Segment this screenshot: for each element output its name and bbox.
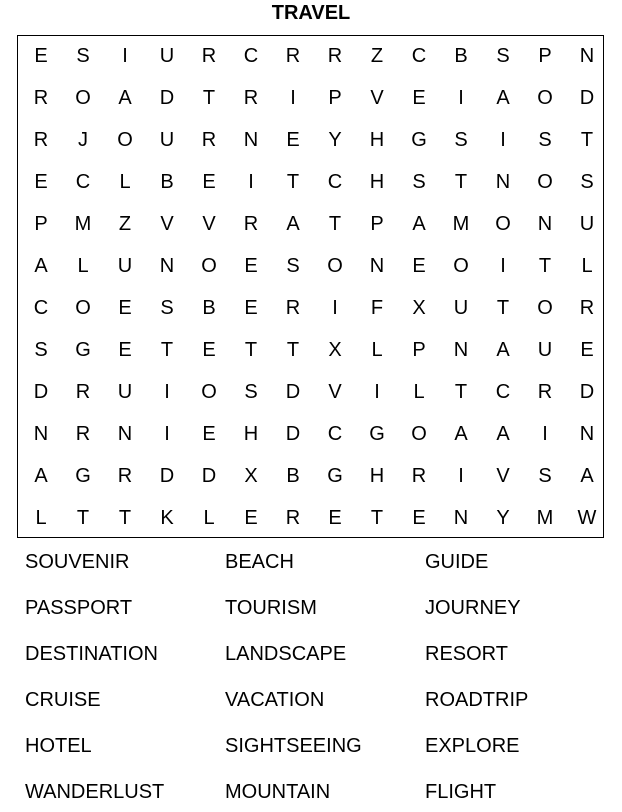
grid-letter[interactable]: O xyxy=(201,255,217,277)
grid-letter[interactable]: G xyxy=(75,465,91,487)
grid-letter[interactable]: D xyxy=(159,87,175,109)
grid-letter[interactable]: C xyxy=(33,297,49,319)
grid-letter[interactable]: U xyxy=(579,213,595,235)
grid-letter[interactable]: A xyxy=(412,213,426,235)
grid-letter[interactable]: H xyxy=(369,465,385,487)
word-list-item: RESORT xyxy=(425,643,508,665)
grid-row xyxy=(18,77,603,119)
grid-letter[interactable]: L xyxy=(413,381,425,403)
grid-letter[interactable]: U xyxy=(159,129,175,151)
grid-letter[interactable]: T xyxy=(496,297,510,319)
word-list-item: BEACH xyxy=(225,551,294,573)
grid-letter[interactable]: E xyxy=(34,171,48,193)
word-list xyxy=(0,540,622,812)
grid-letter[interactable]: N xyxy=(579,45,595,67)
grid-letter[interactable]: B xyxy=(202,297,216,319)
grid-letter[interactable]: S xyxy=(454,129,468,151)
word-list-item: TOURISM xyxy=(225,597,317,619)
grid-letter[interactable]: U xyxy=(117,255,133,277)
grid-letter[interactable]: N xyxy=(579,423,595,445)
grid-letter[interactable]: R xyxy=(579,297,595,319)
grid-letter[interactable]: S xyxy=(76,45,90,67)
grid-letter[interactable]: E xyxy=(202,423,216,445)
word-list-item: WANDERLUST xyxy=(25,781,165,803)
grid-letter[interactable]: I xyxy=(164,423,170,445)
grid-letter[interactable]: B xyxy=(454,45,468,67)
grid-letter[interactable]: L xyxy=(581,255,593,277)
grid-letter[interactable]: L xyxy=(119,171,131,193)
grid-letter[interactable]: E xyxy=(412,507,426,529)
grid-letter[interactable]: R xyxy=(327,45,343,67)
grid-letter[interactable]: S xyxy=(496,45,510,67)
word-list-item: PASSPORT xyxy=(25,597,133,619)
word-list-item: SOUVENIR xyxy=(25,551,130,573)
word-list-item: CRUISE xyxy=(25,689,101,711)
grid-letter[interactable]: R xyxy=(285,297,301,319)
grid-letter[interactable]: D xyxy=(579,87,595,109)
grid-letter[interactable]: L xyxy=(35,507,47,529)
grid-letter[interactable]: L xyxy=(203,507,215,529)
grid-letter[interactable]: E xyxy=(118,339,132,361)
word-list-item: DESTINATION xyxy=(25,643,158,665)
grid-letter[interactable]: T xyxy=(454,171,468,193)
grid-letter[interactable]: I xyxy=(500,129,506,151)
word-list-item: MOUNTAIN xyxy=(225,781,331,803)
grid-letter[interactable]: T xyxy=(328,213,342,235)
grid-letter[interactable]: R xyxy=(75,381,91,403)
grid-letter[interactable]: Y xyxy=(328,129,342,151)
grid-letter[interactable]: N xyxy=(117,423,133,445)
grid-letter[interactable]: U xyxy=(159,45,175,67)
grid-letter[interactable]: I xyxy=(332,297,338,319)
grid-letter[interactable]: O xyxy=(75,87,91,109)
grid-letter[interactable]: S xyxy=(286,255,300,277)
grid-letter[interactable]: R xyxy=(243,213,259,235)
grid-letter[interactable]: N xyxy=(243,129,259,151)
grid-letter[interactable]: T xyxy=(454,381,468,403)
grid-letter[interactable]: V xyxy=(328,381,342,403)
grid-letter[interactable]: N xyxy=(537,213,553,235)
grid-letter[interactable]: V xyxy=(370,87,384,109)
grid-letter[interactable]: A xyxy=(496,423,510,445)
grid-letter[interactable]: Z xyxy=(370,45,384,67)
grid-letter[interactable]: T xyxy=(538,255,552,277)
grid-row xyxy=(18,287,603,329)
grid-letter[interactable]: P xyxy=(538,45,552,67)
grid-letter[interactable]: R xyxy=(285,45,301,67)
grid-letter[interactable]: N xyxy=(453,339,469,361)
grid-letter[interactable]: O xyxy=(537,171,553,193)
grid-letter[interactable]: O xyxy=(117,129,133,151)
puzzle-title: TRAVEL xyxy=(271,2,351,24)
grid-letter[interactable]: T xyxy=(160,339,174,361)
grid-letter[interactable]: T xyxy=(118,507,132,529)
grid-letter[interactable]: V xyxy=(496,465,510,487)
grid-letter[interactable]: I xyxy=(164,381,170,403)
grid-letter[interactable]: R xyxy=(285,507,301,529)
grid-letter[interactable]: A xyxy=(118,87,132,109)
grid-row xyxy=(18,455,603,497)
grid-letter[interactable]: A xyxy=(286,213,300,235)
grid-letter[interactable]: O xyxy=(495,213,511,235)
grid-row xyxy=(18,245,603,287)
grid-letter[interactable]: D xyxy=(285,423,301,445)
grid-letter[interactable]: T xyxy=(580,129,594,151)
grid-letter[interactable]: N xyxy=(495,171,511,193)
grid-letter[interactable]: L xyxy=(371,339,383,361)
grid-letter[interactable]: S xyxy=(160,297,174,319)
grid-letter[interactable]: O xyxy=(201,381,217,403)
grid-letter[interactable]: H xyxy=(369,129,385,151)
grid-row xyxy=(18,161,603,203)
grid-letter[interactable]: U xyxy=(537,339,553,361)
grid-row xyxy=(18,413,603,455)
word-list-item: HOTEL xyxy=(25,735,92,757)
grid-letter[interactable]: O xyxy=(411,423,427,445)
word-list-item: EXPLORE xyxy=(425,735,520,757)
grid-letter[interactable]: C xyxy=(327,171,343,193)
grid-letter[interactable]: X xyxy=(244,465,258,487)
grid-letter[interactable]: D xyxy=(285,381,301,403)
grid-row xyxy=(18,119,603,161)
grid-letter[interactable]: F xyxy=(370,297,384,319)
grid-letter[interactable]: D xyxy=(579,381,595,403)
grid-letter[interactable]: C xyxy=(75,171,91,193)
grid-letter[interactable]: M xyxy=(452,213,470,235)
grid-letter[interactable]: M xyxy=(536,507,554,529)
grid-letter[interactable]: E xyxy=(244,255,258,277)
grid-letter[interactable]: I xyxy=(458,87,464,109)
grid-letter[interactable]: X xyxy=(328,339,342,361)
grid-row xyxy=(18,371,603,413)
grid-letter[interactable]: A xyxy=(496,339,510,361)
grid-row xyxy=(18,497,603,539)
grid-letter[interactable]: D xyxy=(201,465,217,487)
grid-letter[interactable]: V xyxy=(160,213,174,235)
grid-letter[interactable]: E xyxy=(244,297,258,319)
grid-letter[interactable]: O xyxy=(537,87,553,109)
grid-letter[interactable]: N xyxy=(369,255,385,277)
grid-letter[interactable]: E xyxy=(412,87,426,109)
grid-letter[interactable]: R xyxy=(33,87,49,109)
grid-letter[interactable]: C xyxy=(243,45,259,67)
grid-letter[interactable]: N xyxy=(159,255,175,277)
grid-letter[interactable]: T xyxy=(244,339,258,361)
grid-letter[interactable]: N xyxy=(453,507,469,529)
grid-letter[interactable]: I xyxy=(542,423,548,445)
grid-letter[interactable]: S xyxy=(34,339,48,361)
grid-letter[interactable]: H xyxy=(369,171,385,193)
grid-letter[interactable]: G xyxy=(327,465,343,487)
grid-letter[interactable]: R xyxy=(243,87,259,109)
grid-letter[interactable]: Z xyxy=(118,213,132,235)
grid-letter[interactable]: K xyxy=(160,507,174,529)
grid-letter[interactable]: A xyxy=(34,465,48,487)
grid-letter[interactable]: E xyxy=(328,507,342,529)
grid-letter[interactable]: E xyxy=(34,45,48,67)
grid-letter[interactable]: E xyxy=(580,339,594,361)
grid-letter[interactable]: A xyxy=(580,465,594,487)
grid-letter[interactable]: C xyxy=(411,45,427,67)
grid-letter[interactable]: P xyxy=(412,339,426,361)
grid-letter[interactable]: I xyxy=(374,381,380,403)
grid-letter[interactable]: E xyxy=(202,171,216,193)
grid-letter[interactable]: O xyxy=(537,297,553,319)
grid-letter[interactable]: B xyxy=(286,465,300,487)
grid-letter[interactable]: C xyxy=(495,381,511,403)
grid-letter[interactable]: S xyxy=(244,381,258,403)
grid-letter[interactable]: R xyxy=(537,381,553,403)
grid-letter[interactable]: R xyxy=(75,423,91,445)
word-list-item: ROADTRIP xyxy=(425,689,529,711)
grid-letter[interactable]: T xyxy=(286,339,300,361)
word-list-item: VACATION xyxy=(225,689,325,711)
grid-letter[interactable]: R xyxy=(201,129,217,151)
grid-letter[interactable]: X xyxy=(412,297,426,319)
grid-letter[interactable]: A xyxy=(496,87,510,109)
grid-letter[interactable]: G xyxy=(75,339,91,361)
grid-letter[interactable]: L xyxy=(77,255,89,277)
grid-letter[interactable]: V xyxy=(202,213,216,235)
grid-letter[interactable]: T xyxy=(76,507,90,529)
grid-letter[interactable]: D xyxy=(33,381,49,403)
grid-letter[interactable]: I xyxy=(122,45,128,67)
grid-letter[interactable]: T xyxy=(202,87,216,109)
grid-letter[interactable]: G xyxy=(411,129,427,151)
grid-letter[interactable]: O xyxy=(75,297,91,319)
grid-letter[interactable]: T xyxy=(370,507,384,529)
grid-letter[interactable]: U xyxy=(117,381,133,403)
word-list-item: JOURNEY xyxy=(425,597,521,619)
grid-letter[interactable]: A xyxy=(34,255,48,277)
grid-letter[interactable]: O xyxy=(327,255,343,277)
grid-letter[interactable]: M xyxy=(74,213,92,235)
grid-letter[interactable]: A xyxy=(454,423,468,445)
grid-letter[interactable]: P xyxy=(328,87,342,109)
grid-letter[interactable]: S xyxy=(580,171,594,193)
grid-letter[interactable]: P xyxy=(370,213,384,235)
grid-letter[interactable]: I xyxy=(290,87,296,109)
grid-letter[interactable]: T xyxy=(286,171,300,193)
grid-letter[interactable]: S xyxy=(412,171,426,193)
grid-letter[interactable]: R xyxy=(117,465,133,487)
letter-grid xyxy=(17,35,604,538)
grid-letter[interactable]: G xyxy=(369,423,385,445)
grid-row xyxy=(18,203,603,245)
grid-row xyxy=(18,329,603,371)
grid-letter[interactable]: E xyxy=(202,339,216,361)
grid-letter[interactable]: N xyxy=(33,423,49,445)
grid-letter[interactable]: I xyxy=(458,465,464,487)
grid-letter[interactable]: E xyxy=(244,507,258,529)
grid-letter[interactable]: D xyxy=(159,465,175,487)
grid-letter[interactable]: I xyxy=(500,255,506,277)
grid-letter[interactable]: E xyxy=(412,255,426,277)
word-list-item: GUIDE xyxy=(425,551,489,573)
grid-letter[interactable]: E xyxy=(118,297,132,319)
grid-letter[interactable]: P xyxy=(34,213,48,235)
grid-letter[interactable]: U xyxy=(453,297,469,319)
grid-letter[interactable]: E xyxy=(286,129,300,151)
grid-letter[interactable]: B xyxy=(160,171,174,193)
grid-letter[interactable]: C xyxy=(327,423,343,445)
word-list-item: SIGHTSEEING xyxy=(225,735,362,757)
grid-letter[interactable]: R xyxy=(201,45,217,67)
grid-letter[interactable]: Y xyxy=(496,507,510,529)
grid-letter[interactable]: H xyxy=(243,423,259,445)
grid-letter[interactable]: W xyxy=(577,507,597,529)
word-list-item: FLIGHT xyxy=(425,781,497,803)
grid-letter[interactable]: R xyxy=(411,465,427,487)
word-list-item: LANDSCAPE xyxy=(225,643,347,665)
grid-letter[interactable]: R xyxy=(33,129,49,151)
grid-row xyxy=(18,35,603,77)
grid-letter[interactable]: J xyxy=(78,129,88,151)
grid-letter[interactable]: O xyxy=(453,255,469,277)
grid-letter[interactable]: S xyxy=(538,465,552,487)
grid-letter[interactable]: I xyxy=(248,171,254,193)
grid-letter[interactable]: S xyxy=(538,129,552,151)
